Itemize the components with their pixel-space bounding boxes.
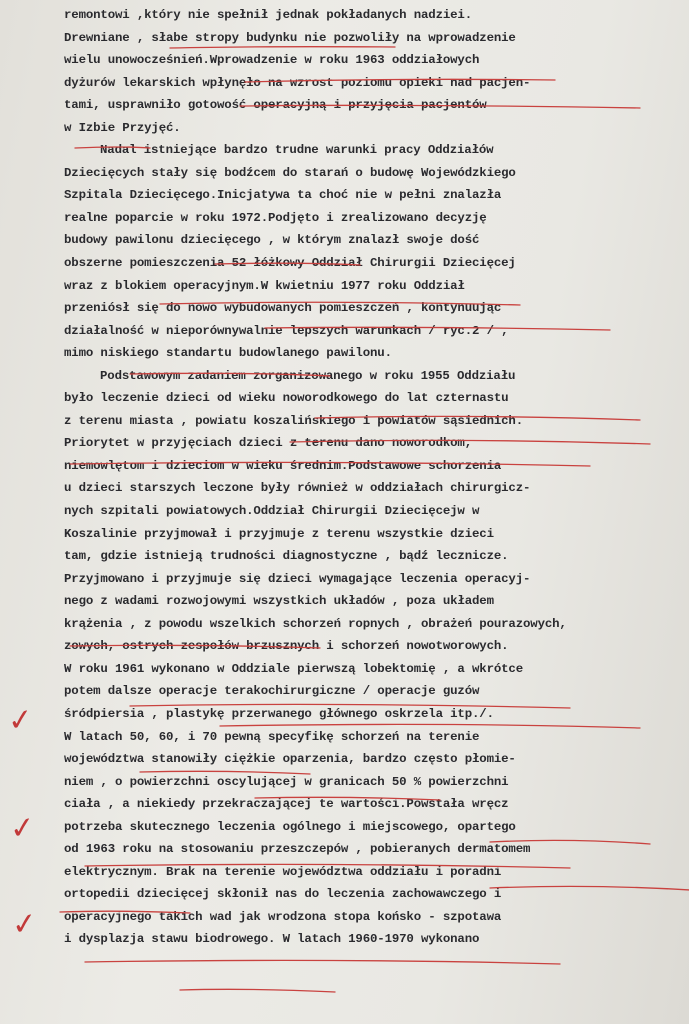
text-line: było leczenie dzieci od wieku noworodkowego do lat czternastu <box>64 391 509 406</box>
text-line: Priorytet w przyjęciach dzieci z terenu dano noworodkom, <box>64 436 472 451</box>
text-line: Przyjmowano i przyjmuje się dzieci wymagające leczenia operacyj- <box>64 571 531 586</box>
text-line: tam, gdzie istnieją trudności diagnostyczne , bądź lecznicze. <box>64 549 509 564</box>
checkmark-icon: ✓ <box>6 701 35 740</box>
text-line: dyżurów lekarskich wpłynęło na wzrost poziomu opieki nad pacjen- <box>64 75 531 90</box>
text-line: z terenu miasta , powiatu koszalińskiego i powiatów sąsiednich. <box>64 413 523 428</box>
text-line: nego z wadami rozwojowymi wszystkich układów , poza układem <box>64 594 494 609</box>
text-line: województwa stanowiły ciężkie oparzenia, bardzo często płomie- <box>64 752 516 767</box>
text-line: krążenia , z powodu wszelkich schorzeń ropnych , obrażeń pourazowych, <box>64 616 567 631</box>
text-line: W roku 1961 wykonano w Oddziale pierwszą lobektomię , a wkrótce <box>64 661 523 676</box>
checkmark-icon: ✓ <box>8 809 37 848</box>
text-line: i dysplazja stawu biodrowego. W latach 1960-1970 wykonano <box>64 932 480 947</box>
page-text <box>64 4 684 951</box>
text-line: wielu unowocześnień.Wprowadzenie w roku 1963 oddziałowych <box>64 53 480 68</box>
text-line: niemowlętom i dzieciom w wieku średnim.Podstawowe schorzenia <box>64 458 502 473</box>
underline-mark <box>85 960 560 964</box>
text-line: mimo niskiego standartu budowlanego pawilonu. <box>64 346 392 361</box>
checkmark-icon: ✓ <box>10 905 39 944</box>
text-line: Koszalinie przyjmował i przyjmuje z terenu wszystkie dzieci <box>64 526 494 541</box>
text-line: ortopedii dziecięcej skłonił nas do leczenia zachowawczego i <box>64 887 502 902</box>
text-line: budowy pawilonu dziecięcego , w którym znalazł swoje dość <box>64 233 480 248</box>
text-line: Drewniane , słabe stropy budynku nie pozwoliły na wprowadzenie <box>64 30 516 45</box>
text-line: śródpiersia , plastykę przerwanego głównego oskrzela itp./. <box>64 706 494 721</box>
text-line: działalność w nieporównywalnie lepszych warunkach / ryc.2 / , <box>64 323 509 338</box>
text-line: operacyjnego takich wad jak wrodzona stopa końsko - szpotawa <box>64 909 502 924</box>
underline-mark <box>180 989 335 992</box>
text-line: potrzeba skutecznego leczenia ogólnego i miejscowego, opartego <box>64 819 516 834</box>
text-line: ciała , a niekiedy przekraczającej te wartości.Powstała wręcz <box>64 797 509 812</box>
text-line: wraz z blokiem operacyjnym.W kwietniu 1977 roku Oddział <box>64 278 465 293</box>
text-line: elektrycznym. Brak na terenie województwa oddziału i poradni <box>64 864 502 879</box>
text-line: realne poparcie w roku 1972.Podjęto i zrealizowano decyzję <box>64 210 487 225</box>
text-line: potem dalsze operacje terakochirurgiczne / operacje guzów <box>64 684 480 699</box>
text-line: przeniósł się do nowo wybudowanych pomieszczeń , kontynuując <box>64 301 502 316</box>
text-line: tami, usprawniło gotowość operacyjną i przyjęcia pacjentów <box>64 98 487 113</box>
text-line: od 1963 roku na stosowaniu przeszczepów , pobieranych dermatomem <box>64 842 531 857</box>
text-line: Dziecięcych stały się bodźcem do starań o budowę Wojewódzkiego <box>64 165 516 180</box>
text-line: u dzieci starszych leczone były również w oddziałach chirurgicz- <box>64 481 531 496</box>
text-line: Podstawowym zadaniem zorganizowanego w roku 1955 Oddziału <box>100 368 516 383</box>
text-line: w Izbie Przyjęć. <box>64 120 181 135</box>
text-line: Nadal istniejące bardzo trudne warunki pracy Oddziałów <box>100 143 494 158</box>
text-line: niem , o powierzchni oscylującej w granicach 50 % powierzchni <box>64 774 509 789</box>
text-line: Szpitala Dziecięcego.Inicjatywa ta choć nie w pełni znalazła <box>64 188 502 203</box>
text-line: nych szpitali powiatowych.Oddział Chirurgii Dziecięcejw w <box>64 504 480 519</box>
text-line: obszerne pomieszczenia 52 łóżkowy Oddział Chirurgii Dziecięcej <box>64 256 516 271</box>
text-line: remontowi ,który nie spełnił jednak pokładanych nadziei. <box>64 8 472 22</box>
text-line: zowych, ostrych zespołów brzusznych i schorzeń nowotworowych. <box>64 639 509 654</box>
text-line: W latach 50, 60, i 70 pewną specyfikę schorzeń na terenie <box>64 729 480 744</box>
